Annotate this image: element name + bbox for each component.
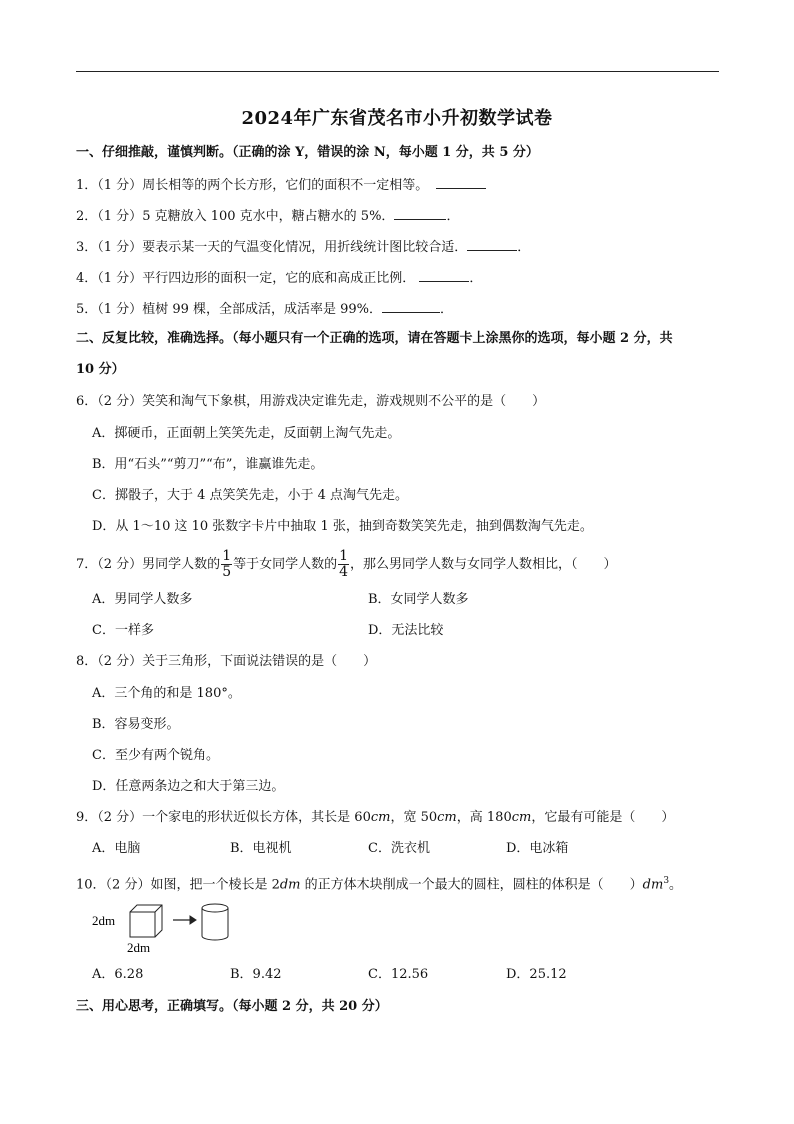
answer-blank[interactable] [467, 237, 517, 251]
q7-option-d[interactable]: D．无法比较 [368, 623, 444, 638]
answer-blank[interactable] [419, 268, 469, 282]
arrow-right-icon [173, 916, 196, 924]
question-9: 9．（2 分）一个家电的形状近似长方体，其长是 60cm，宽 50cm，高 180cm，它最有可能是（ ） [76, 810, 675, 825]
question-4: 4．（1 分）平行四边形的面积一定，它的底和高成正比例． ． [76, 268, 482, 288]
q10-option-b[interactable]: B．9.42 [230, 967, 282, 982]
answer-blank[interactable] [394, 206, 446, 220]
question-6: 6．（2 分）笑笑和淘气下象棋，用游戏决定谁先走，游戏规则不公平的是（ ） [76, 394, 546, 409]
q10-option-a[interactable]: A．6.28 [92, 967, 144, 982]
cylinder-icon [202, 904, 228, 940]
q8-option-d[interactable]: D．任意两条边之和大于第三边。 [92, 779, 285, 794]
bottom-length-label: 2dm [127, 940, 151, 955]
q8-option-c[interactable]: C．至少有两个锐角。 [92, 748, 219, 763]
question-2: 2．（1 分）5 克糖放入 100 克水中，糖占糖水的 5%． ． [76, 206, 459, 226]
fraction-one-fourth: $\frac{1}{4}$ [339, 548, 349, 580]
section3-heading: 三、用心思考，正确填写。（每小题 2 分，共 20 分） [76, 999, 388, 1014]
q6-option-a[interactable]: A．掷硬币，正面朝上笑笑先走，反面朝上淘气先走。 [92, 426, 401, 441]
section2-heading: 二、反复比较，准确选择。（每小题只有一个正确的选项，请在答题卡上涂黑你的选项，每小题 2 分，共 [76, 331, 673, 346]
section2-heading-cont: 10 分） [76, 362, 125, 377]
page-title: 2024年广东省茂名市小升初数学试卷 [241, 108, 553, 129]
question-1: 1．（1 分）周长相等的两个长方形，它们的面积不一定相等。 [76, 175, 486, 195]
q6-option-b[interactable]: B．用“石头”“剪刀”“布”，谁赢谁先走。 [92, 457, 324, 472]
header-rule [76, 71, 719, 72]
question-10: 10．（2 分）如图，把一个棱长是 2dm 的正方体木块削成一个最大的圆柱，圆柱的体积是（ ）$dm^3$。 [76, 876, 683, 893]
fraction-one-fifth: $\frac{1}{5}$ [222, 548, 232, 580]
q9-option-c[interactable]: C．洗衣机 [368, 841, 430, 856]
q8-option-b[interactable]: B．容易变形。 [92, 717, 180, 732]
q10-option-d[interactable]: D．25.12 [506, 967, 567, 982]
q7-option-b[interactable]: B．女同学人数多 [368, 592, 469, 607]
answer-blank[interactable] [382, 299, 440, 313]
question-7: 7．（2 分）男同学人数的 $\frac{1}{5}$ 等于女同学人数的 $\frac{1}{4}$ ，那么男同学人数与女同学人数相比，（ ） [76, 548, 617, 580]
q7-option-c[interactable]: C．一样多 [92, 623, 154, 638]
q8-option-a[interactable]: A．三个角的和是 180°。 [92, 686, 241, 701]
q10-option-c[interactable]: C．12.56 [368, 967, 429, 982]
question-5: 5．（1 分）植树 99 棵，全部成活，成活率是 99%． ． [76, 299, 453, 319]
q6-option-c[interactable]: C．掷骰子，大于 4 点笑笑先走，小于 4 点淘气先走。 [92, 488, 409, 503]
q9-option-d[interactable]: D．电冰箱 [506, 841, 569, 856]
cube-icon [130, 905, 162, 937]
section1-heading: 一、仔细推敲，谨慎判断。（正确的涂 Y，错误的涂 N，每小题 1 分，共 5 分） [76, 145, 539, 160]
q9-option-a[interactable]: A．电脑 [92, 841, 141, 856]
answer-blank[interactable] [436, 175, 486, 189]
question-3: 3．（1 分）要表示某一天的气温变化情况，用折线统计图比较合适． ． [76, 237, 530, 257]
q7-option-a[interactable]: A．男同学人数多 [92, 592, 193, 607]
question-8: 8．（2 分）关于三角形，下面说法错误的是（ ） [76, 654, 377, 669]
q9-option-b[interactable]: B．电视机 [230, 841, 292, 856]
q6-option-d[interactable]: D．从 1～10 这 10 张数字卡片中抽取 1 张，抽到奇数笑笑先走，抽到偶数淘气先走。 [92, 519, 593, 534]
side-length-label: 2dm [92, 913, 116, 928]
